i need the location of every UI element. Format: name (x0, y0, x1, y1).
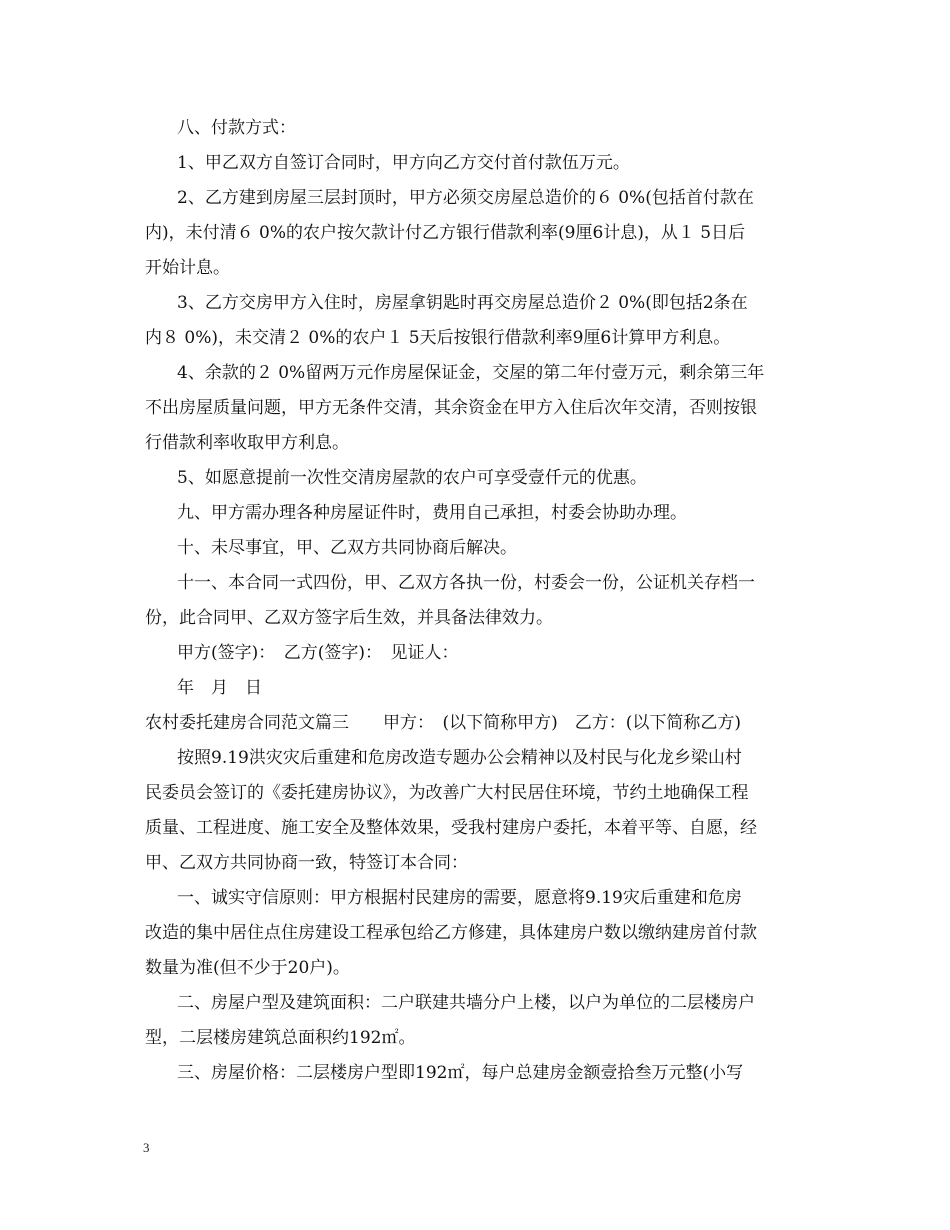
text-line: 内８ 0%)，未交清２ 0%的农户１ 5天后按银行借款利率9厘6计算甲方利息。 (145, 328, 731, 348)
text-line: 改造的集中居住点住房建设工程承包给乙方修建，具体建房户数以缴纳建房首付款 (145, 923, 757, 943)
document-title: 农村委托建房合同范文篇三 甲方： (以下简称甲方) 乙方：(以下简称乙方) (145, 713, 742, 733)
text-line: 甲、乙双方共同协商一致，特签订本合同： (145, 853, 468, 873)
text-line: 数量为准(但不少于20户)。 (145, 958, 350, 978)
section-heading: 十、未尽事宜，甲、乙双方共同协商后解决。 (177, 538, 517, 558)
text-line: 不出房屋质量问题，甲方无条件交清，其余资金在甲方入住后次年交清，否则按银 (145, 398, 757, 418)
page-number: 3 (143, 1140, 150, 1155)
section-heading: 八、付款方式： (177, 118, 296, 138)
text-line: 1、甲乙双方自签订合同时，甲方向乙方交付首付款伍万元。 (177, 153, 630, 173)
text-line: 型，二层楼房建筑总面积约192㎡。 (145, 1028, 416, 1048)
text-line: 5、如愿意提前一次性交清房屋款的农户可享受壹仟元的优惠。 (177, 468, 647, 488)
text-line: 开始计息。 (145, 258, 230, 278)
text-line: 行借款利率收取甲方利息。 (145, 433, 349, 453)
text-line: 民委员会签订的《委托建房协议》，为改善广大村民居住环境，节约土地确保工程 (145, 783, 749, 803)
signature-line: 甲方(签字)： 乙方(签字)： 见证人： (177, 643, 459, 663)
section-heading: 十一、本合同一式四份，甲、乙双方各执一份，村委会一份，公证机关存档一 (177, 573, 755, 593)
section-heading: 九、甲方需办理各种房屋证件时，费用自己承担，村委会协助办理。 (177, 503, 687, 523)
text-line: 份，此合同甲、乙双方签字后生效，并具备法律效力。 (145, 608, 553, 628)
text-line: 2、乙方建到房屋三层封顶时，甲方必须交房屋总造价的６ 0%(包括首付款在 (177, 188, 754, 208)
section-heading: 一、诚实守信原则：甲方根据村民建房的需要，愿意将9.19灾后重建和危房 (177, 888, 742, 908)
text-line: 4、余款的２ 0%留两万元作房屋保证金，交屋的第二年付壹万元，剩余第三年 (177, 363, 765, 383)
text-line: 3、乙方交房甲方入住时，房屋拿钥匙时再交房屋总造价２ 0%(即包括2条在 (177, 293, 748, 313)
section-heading: 三、房屋价格：二层楼房户型即192㎡，每户总建房金额壹拾叁万元整(小写 (177, 1063, 744, 1083)
section-heading: 二、房屋户型及建筑面积：二户联建共墙分户上楼，以户为单位的二层楼房户 (177, 993, 755, 1013)
text-line: 内)，未付清６ 0%的农户按欠款计付乙方银行借款利率(9厘6计息)，从１ 5日后 (145, 223, 746, 243)
text-line: 按照9.19洪灾灾后重建和危房改造专题办公会精神以及村民与化龙乡梁山村 (177, 748, 742, 768)
text-line: 质量、工程进度、施工安全及整体效果，受我村建房户委托，本着平等、自愿，经 (145, 818, 757, 838)
date-line: 年 月 日 (177, 678, 262, 698)
